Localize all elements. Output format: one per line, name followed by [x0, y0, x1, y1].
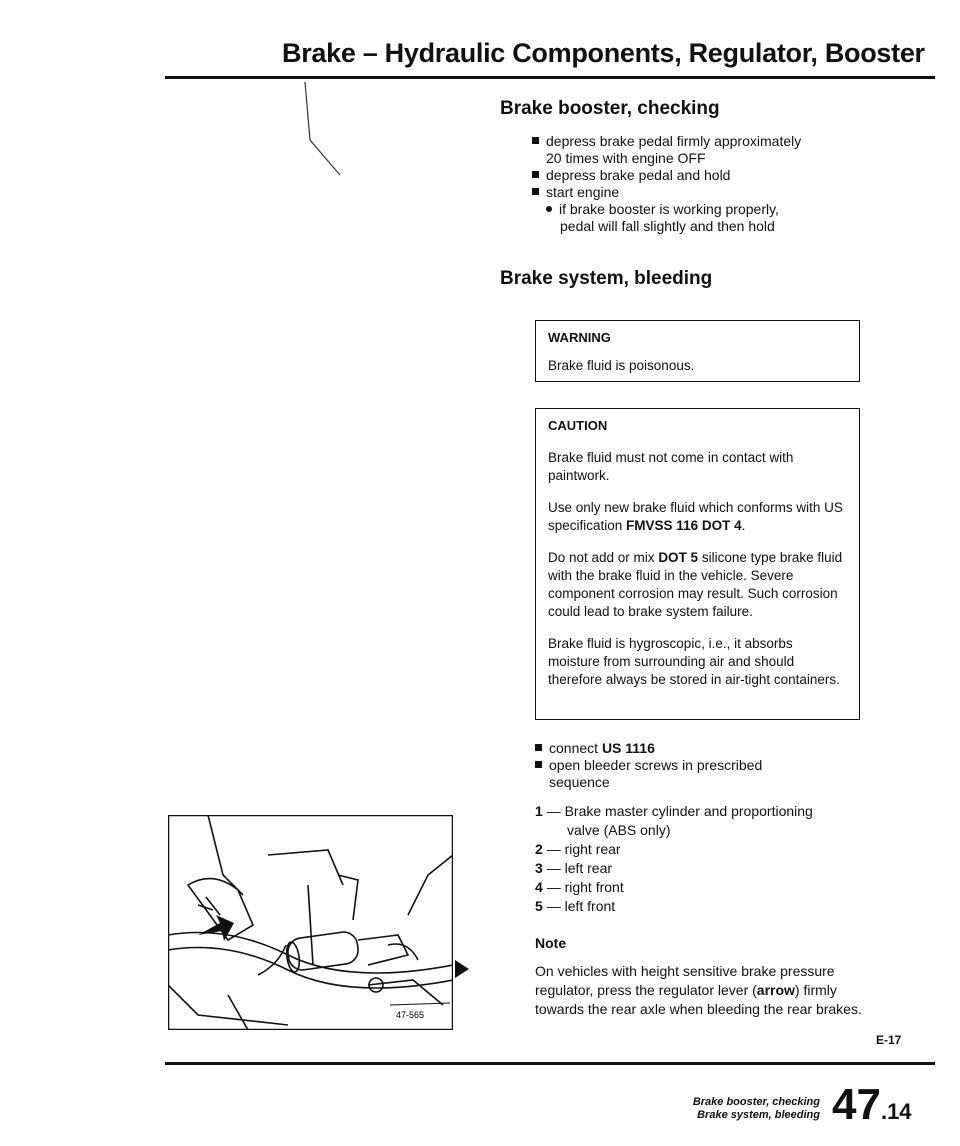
scratch-mark	[300, 80, 360, 190]
list-item: sequence	[549, 774, 610, 790]
list-item: 4 — right front	[535, 879, 624, 895]
caution-paragraph: Brake fluid must not come in contact with paintwork.	[548, 450, 794, 483]
caution-paragraph: Brake fluid is hygroscopic, i.e., it absorbs moisture from surrounding air and should therefore always be stored in air-tight containers.	[548, 636, 840, 687]
caution-paragraph: Use only new brake fluid which conforms with US specification FMVSS 116 DOT 4.	[548, 500, 843, 533]
bleeding-steps	[535, 740, 865, 791]
page-title: Brake – Hydraulic Components, Regulator, Booster	[282, 38, 925, 68]
note-text: On vehicles with height sensitive brake pressure regulator, press the regulator lever (arrow) firmly towards the rear axle when bleeding the rear brakes.	[535, 963, 862, 1017]
list-item: 3 — left rear	[535, 860, 613, 876]
caution-box	[535, 408, 860, 720]
booster-heading: Brake booster, checking	[500, 98, 720, 119]
figure-label: 47-565	[396, 1010, 425, 1020]
bleed-sequence	[535, 802, 875, 916]
footer-topic: Brake booster, checking	[692, 1096, 820, 1108]
footer-rule	[165, 1062, 935, 1065]
list-item: connect US 1116	[535, 740, 865, 757]
footer-topic: Brake system, bleeding	[697, 1109, 820, 1121]
note-heading: Note	[535, 935, 567, 951]
warning-text: Brake fluid is poisonous.	[548, 358, 695, 373]
header-rule	[165, 76, 935, 79]
list-item: 5 — left front	[535, 898, 616, 914]
page-number: 47.14	[832, 1080, 912, 1129]
brake-regulator-illustration	[168, 815, 453, 1030]
list-item: open bleeder screws in prescribed	[535, 757, 865, 774]
list-item: 2 — right rear	[535, 841, 621, 857]
warning-heading: WARNING	[548, 330, 611, 345]
footer-topics	[692, 1096, 820, 1122]
booster-steps	[532, 133, 892, 235]
list-item: if brake booster is working properly,	[532, 201, 892, 218]
figure-pointer-icon	[455, 960, 469, 978]
caution-heading: CAUTION	[548, 418, 608, 433]
list-item: start engine	[532, 184, 892, 201]
list-item: 20 times with engine OFF	[546, 150, 706, 166]
list-item: depress brake pedal firmly approximately	[532, 133, 892, 150]
page-code: E-17	[876, 1033, 902, 1047]
list-item: pedal will fall slightly and then hold	[560, 218, 775, 234]
warning-box	[535, 320, 860, 382]
list-item: depress brake pedal and hold	[532, 167, 892, 184]
bleeding-heading: Brake system, bleeding	[500, 268, 713, 289]
caution-paragraph: Do not add or mix DOT 5 silicone type brake fluid with the brake fluid in the vehicle. Severe component corrosion may result. Such corrosion could lead to brake system failure.	[548, 550, 843, 619]
list-item: valve (ABS only)	[567, 822, 671, 838]
list-item: 1 — Brake master cylinder and proportioning	[535, 803, 813, 819]
